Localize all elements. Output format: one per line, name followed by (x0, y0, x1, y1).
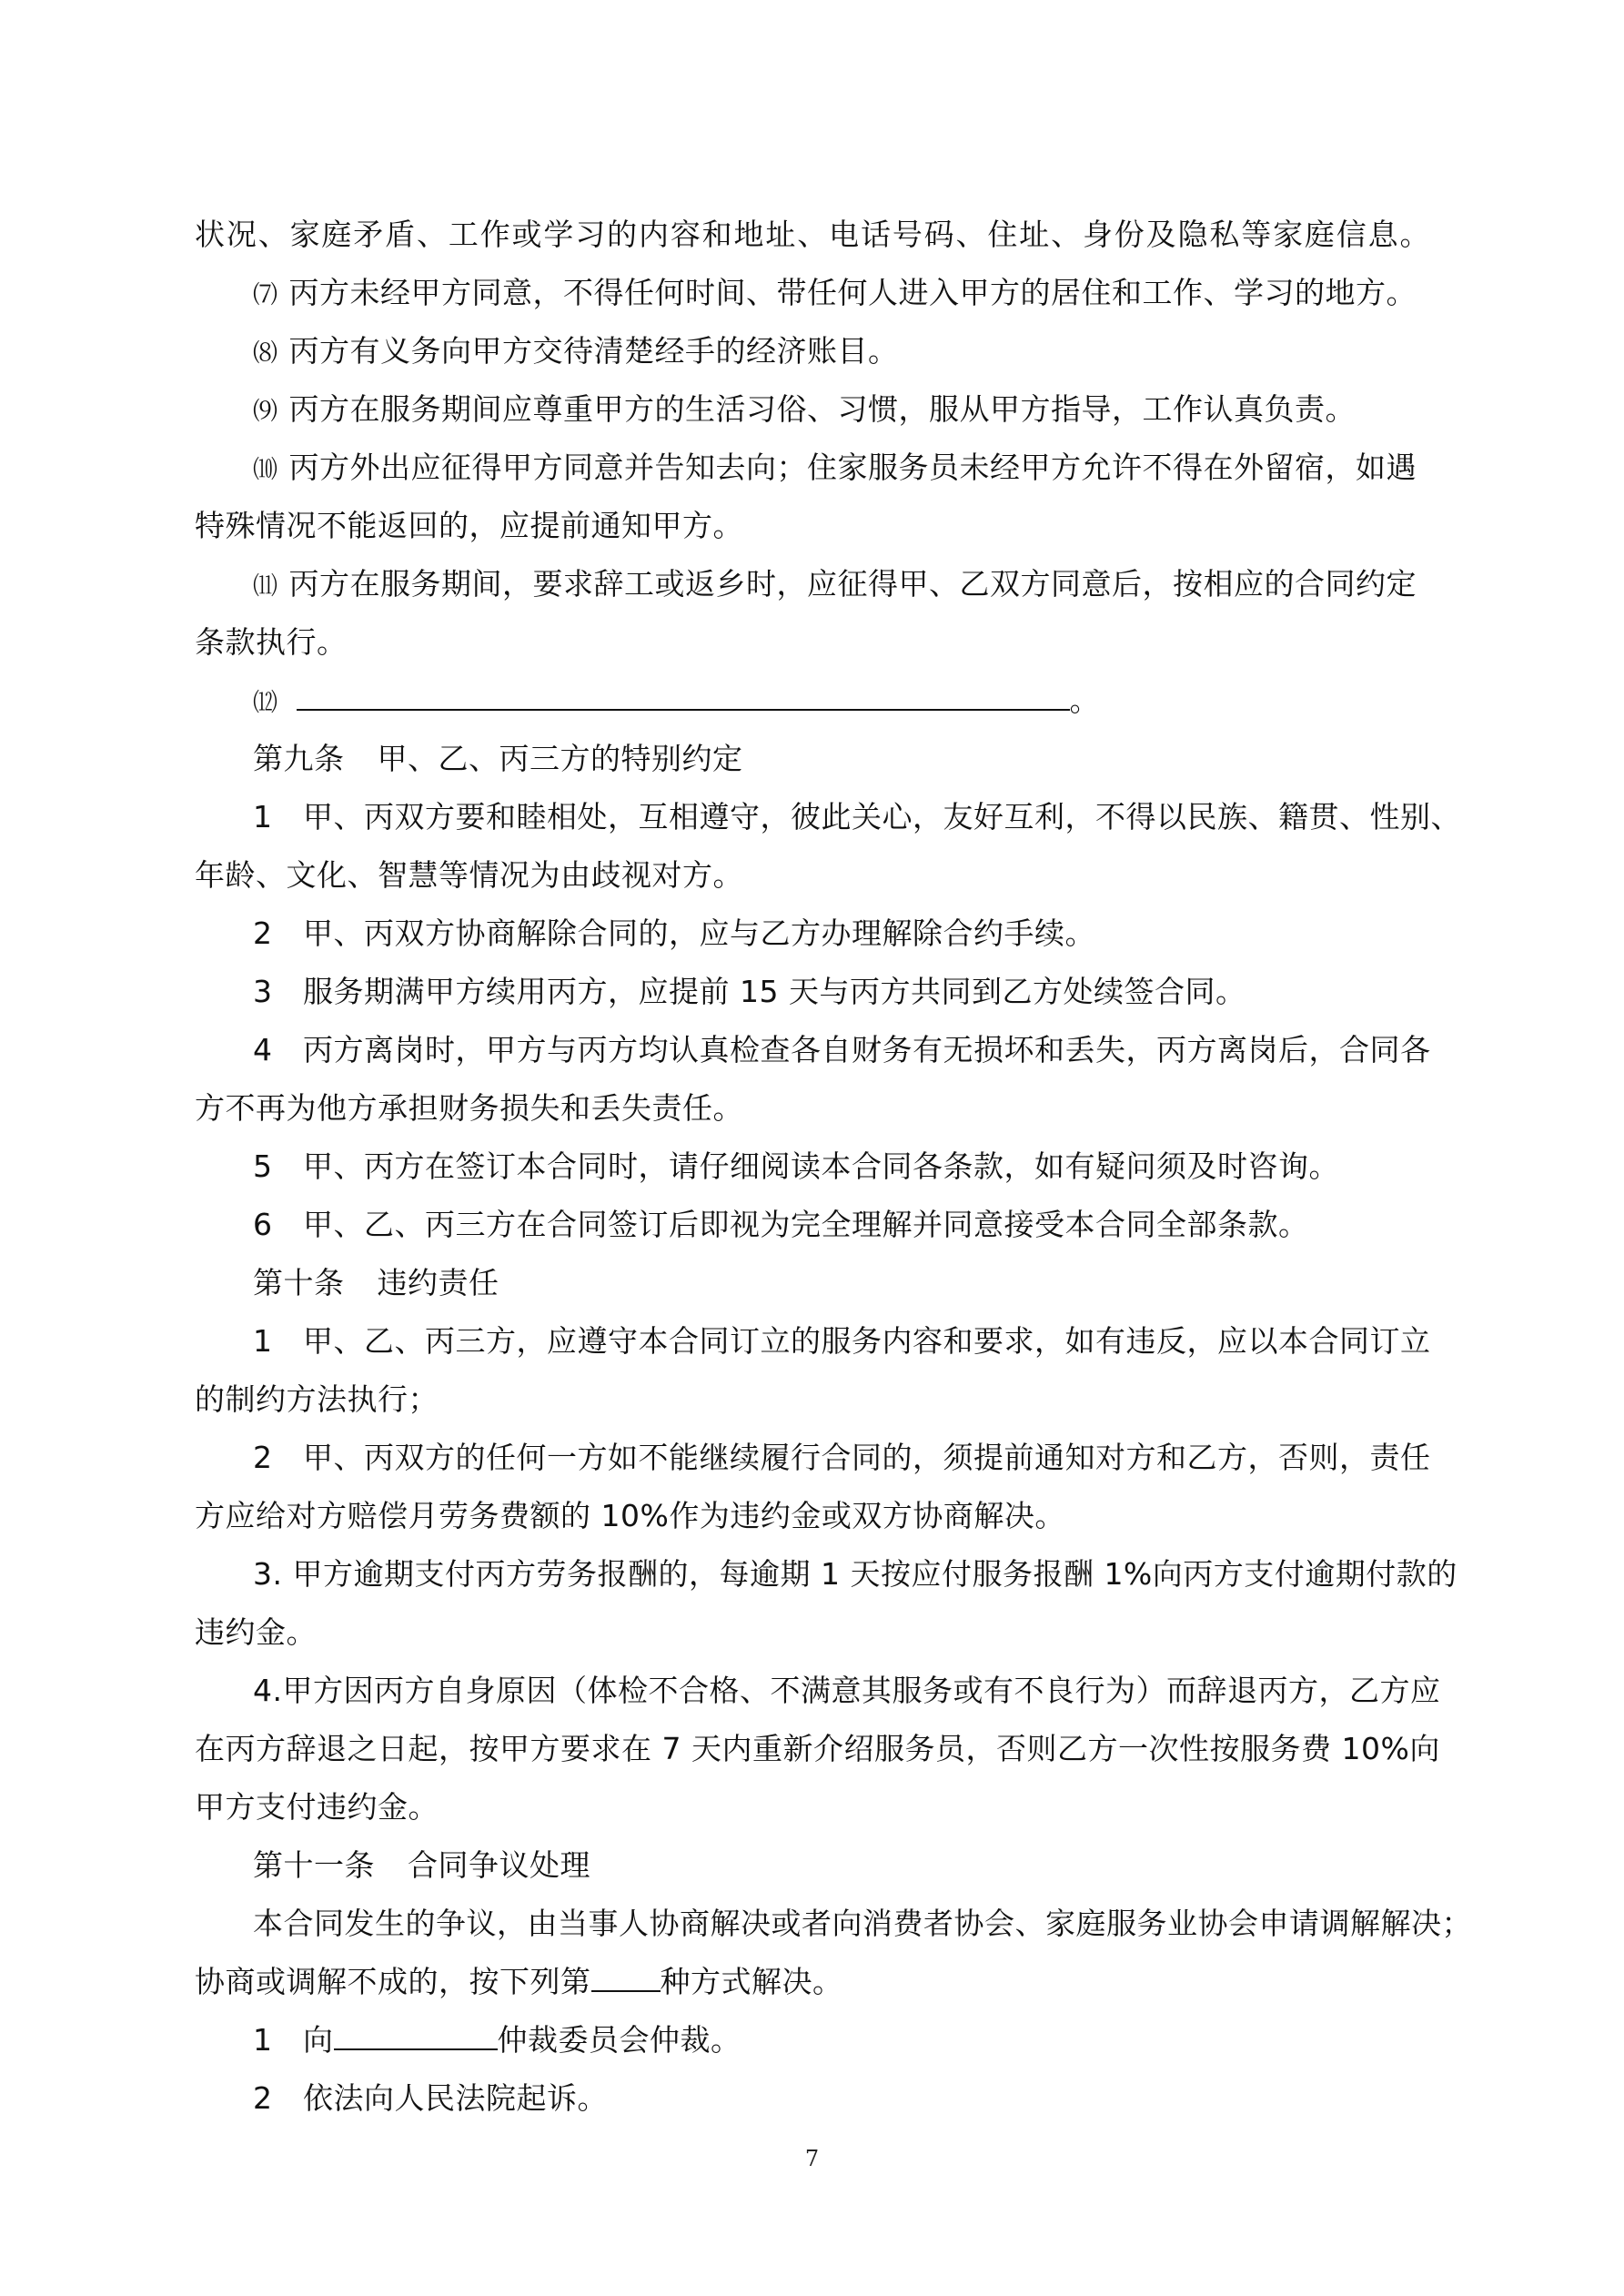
clause-item-9 (195, 380, 1430, 439)
clause-text: 丙方未经甲方同意，不得任何时间、带任何人进入甲方的居住和工作、学习的地方。 (288, 275, 1417, 310)
paragraph-line: 4 丙方离岗时，甲方与丙方均认真检查各自财务有无损坏和丢失，丙方离岗后，合同各 (253, 1032, 1431, 1067)
article-title: 违约责任 (377, 1265, 499, 1300)
paragraph-line: 4.甲方因丙方自身原因（体检不合格、不满意其服务或有不良行为）而辞退丙方，乙方应 (253, 1673, 1441, 1708)
paragraph-line: 条款执行。 (195, 624, 348, 660)
article-9-heading (195, 730, 1430, 788)
paragraph-line: 6 甲、乙、丙三方在合同签订后即视为完全理解并同意接受本合同全部条款。 (253, 1207, 1309, 1242)
article-title: 甲、乙、丙三方的特别约定 (377, 741, 743, 776)
item-number: ⑽ (253, 456, 278, 484)
paragraph-line: 2 甲、丙双方协商解除合同的，应与乙方办理解除合约手续。 (253, 915, 1095, 951)
paragraph-line (195, 2011, 1430, 2069)
text-segment: 协商或调解不成的，按下列第 (195, 1964, 591, 1999)
paragraph-line: 1 甲、丙双方要和睦相处，互相遵守，彼此关心，友好互利，不得以民族、籍贯、性别、 (253, 799, 1461, 834)
article-title: 合同争议处理 (408, 1847, 590, 1883)
paragraph-line: 特殊情况不能返回的，应提前通知甲方。 (195, 508, 743, 543)
paragraph-line: 3 服务期满甲方续用丙方，应提前 15 天与丙方共同到乙方处续签合同。 (253, 974, 1246, 1009)
paragraph-line: 2 依法向人民法院起诉。 (253, 2080, 608, 2116)
clause-item-12 (195, 672, 1430, 730)
paragraph-line: 违约金。 (195, 1614, 317, 1650)
text-segment: 种方式解决。 (660, 1964, 843, 1999)
article-10-heading (195, 1254, 1430, 1312)
clause-item-8 (195, 322, 1430, 380)
clause-item-7 (195, 264, 1430, 322)
paragraph-line: 1 甲、乙、丙三方，应遵守本合同订立的服务内容和要求，如有违反，应以本合同订立 (253, 1323, 1431, 1359)
article-number: 第九条 (253, 741, 345, 776)
paragraph-line: 3. 甲方逾期支付丙方劳务报酬的，每逾期 1 天按应付服务报酬 1%向丙方支付逾期付款的 (253, 1556, 1458, 1592)
line-end-mark: 。 (1069, 683, 1100, 718)
paragraph-line: 甲方支付违约金。 (195, 1789, 439, 1825)
item-number: ⑾ (253, 572, 278, 601)
clause-text: 丙方有义务向甲方交待清楚经手的经济账目。 (288, 333, 899, 369)
item-number: ⑼ (253, 398, 278, 426)
text-segment: 1 向 (253, 2022, 334, 2058)
paragraph-line (195, 1953, 1430, 2011)
paragraph-line: 年龄、文化、智慧等情况为由歧视对方。 (195, 857, 743, 893)
page-number: 7 (804, 2146, 820, 2171)
article-number: 第十条 (253, 1265, 345, 1300)
paragraph-line: 2 甲、丙双方的任何一方如不能继续履行合同的，须提前通知对方和乙方，否则，责任 (253, 1440, 1431, 1475)
clause-item-11 (195, 555, 1430, 613)
item-number: ⑻ (253, 339, 278, 368)
blank-field (591, 1959, 661, 1992)
paragraph-line: 5 甲、丙方在签订本合同时，请仔细阅读本合同各条款，如有疑问须及时咨询。 (253, 1148, 1339, 1184)
paragraph-line: 状况、家庭矛盾、工作或学习的内容和地址、电话号码、住址、身份及隐私等家庭信息。 (195, 217, 1430, 252)
item-number: ⑿ (253, 689, 278, 717)
article-number: 第十一条 (253, 1847, 375, 1883)
paragraph-line: 的制约方法执行； (195, 1381, 439, 1417)
paragraph-line: 方不再为他方承担财务损失和丢失责任。 (195, 1090, 743, 1126)
document-body (195, 206, 1472, 2128)
paragraph-line: 本合同发生的争议，由当事人协商解决或者向消费者协会、家庭服务业协会申请调解解决； (253, 1906, 1472, 1941)
blank-field (334, 2018, 498, 2050)
clause-text: 丙方在服务期间应尊重甲方的生活习俗、习惯，服从甲方指导，工作认真负责。 (288, 391, 1356, 427)
paragraph-line: 方应给对方赔偿月劳务费额的 10%作为违约金或双方协商解决。 (195, 1498, 1065, 1533)
blank-field (297, 678, 1070, 711)
clause-item-10 (195, 439, 1430, 497)
clause-text: 丙方外出应征得甲方同意并告知去向；住家服务员未经甲方允许不得在外留宿，如遇 (288, 450, 1417, 485)
text-segment: 仲裁委员会仲裁。 (497, 2022, 741, 2058)
paragraph-line: 在丙方辞退之日起，按甲方要求在 7 天内重新介绍服务员，否则乙方一次性按服务费 10%向 (195, 1731, 1440, 1766)
item-number: ⑺ (253, 281, 278, 309)
article-11-heading (195, 1836, 1430, 1895)
clause-text: 丙方在服务期间，要求辞工或返乡时，应征得甲、乙双方同意后，按相应的合同约定 (288, 566, 1417, 602)
